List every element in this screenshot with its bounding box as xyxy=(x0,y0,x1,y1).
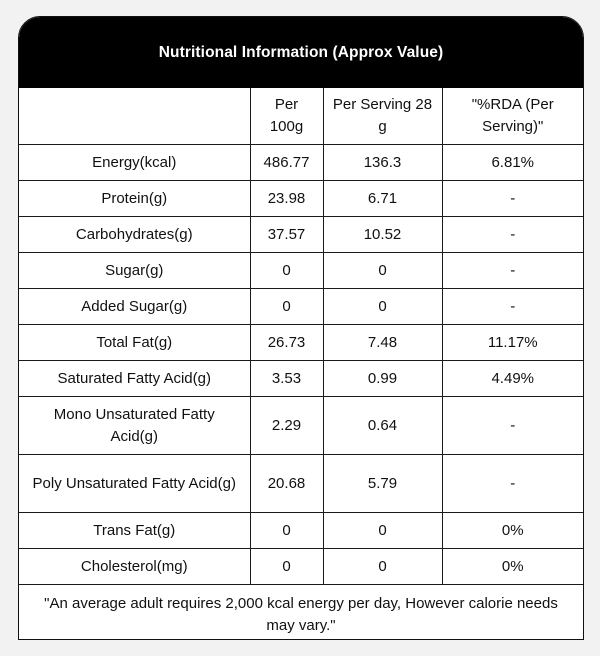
value-rda: 11.17% xyxy=(442,325,583,361)
table-row xyxy=(19,289,583,325)
value-rda: - xyxy=(442,217,583,253)
value-per-100g: 23.98 xyxy=(250,181,323,217)
table-row xyxy=(19,397,583,455)
table-row xyxy=(19,217,583,253)
value-per-100g: 486.77 xyxy=(250,145,323,181)
nutrient-name: Trans Fat(g) xyxy=(19,513,250,549)
value-per-serving: 0.99 xyxy=(323,361,442,397)
table-row xyxy=(19,145,583,181)
value-per-100g: 2.29 xyxy=(250,397,323,455)
table-row xyxy=(19,455,583,513)
value-per-serving: 6.71 xyxy=(323,181,442,217)
nutrition-title: Nutritional Information (Approx Value) xyxy=(19,17,583,88)
value-per-100g: 37.57 xyxy=(250,217,323,253)
nutrient-name: Poly Unsaturated Fatty Acid(g) xyxy=(19,455,250,513)
value-per-serving: 0 xyxy=(323,253,442,289)
nutrient-name: Added Sugar(g) xyxy=(19,289,250,325)
nutrient-name: Saturated Fatty Acid(g) xyxy=(19,361,250,397)
value-rda: 0% xyxy=(442,513,583,549)
value-rda: - xyxy=(442,181,583,217)
value-rda: - xyxy=(442,253,583,289)
value-per-100g: 0 xyxy=(250,549,323,585)
value-per-serving: 0 xyxy=(323,513,442,549)
nutrient-name: Cholesterol(mg) xyxy=(19,549,250,585)
value-per-serving: 10.52 xyxy=(323,217,442,253)
header-rda: "%RDA (Per Serving)" xyxy=(442,88,583,145)
table-row xyxy=(19,513,583,549)
value-rda: - xyxy=(442,289,583,325)
value-per-100g: 0 xyxy=(250,289,323,325)
table-row xyxy=(19,361,583,397)
nutrient-name: Total Fat(g) xyxy=(19,325,250,361)
table-row xyxy=(19,325,583,361)
value-rda: 4.49% xyxy=(442,361,583,397)
value-per-serving: 7.48 xyxy=(323,325,442,361)
table-row xyxy=(19,549,583,585)
value-per-serving: 0 xyxy=(323,549,442,585)
table-row xyxy=(19,181,583,217)
nutrient-name: Protein(g) xyxy=(19,181,250,217)
value-per-serving: 136.3 xyxy=(323,145,442,181)
nutrient-name: Energy(kcal) xyxy=(19,145,250,181)
nutrition-table xyxy=(19,88,583,640)
nutrition-card xyxy=(18,16,584,640)
table-header-row xyxy=(19,88,583,145)
nutrient-name: Carbohydrates(g) xyxy=(19,217,250,253)
value-per-serving: 5.79 xyxy=(323,455,442,513)
value-per-100g: 0 xyxy=(250,513,323,549)
value-per-serving: 0 xyxy=(323,289,442,325)
nutrient-name: Mono Unsaturated Fatty Acid(g) xyxy=(19,397,250,455)
value-per-serving: 0.64 xyxy=(323,397,442,455)
header-nutrient xyxy=(19,88,250,145)
value-per-100g: 3.53 xyxy=(250,361,323,397)
value-per-100g: 26.73 xyxy=(250,325,323,361)
value-per-100g: 20.68 xyxy=(250,455,323,513)
value-per-100g: 0 xyxy=(250,253,323,289)
nutrient-name: Sugar(g) xyxy=(19,253,250,289)
footnote-text: "An average adult requires 2,000 kcal energy per day, However calorie needs may vary." xyxy=(44,594,558,634)
header-per-100g: Per 100g xyxy=(250,88,323,145)
value-rda: - xyxy=(442,455,583,513)
value-rda: - xyxy=(442,397,583,455)
value-rda: 0% xyxy=(442,549,583,585)
value-rda: 6.81% xyxy=(442,145,583,181)
footnote-row xyxy=(19,585,583,641)
table-row xyxy=(19,253,583,289)
header-per-serving: Per Serving 28 g xyxy=(323,88,442,145)
